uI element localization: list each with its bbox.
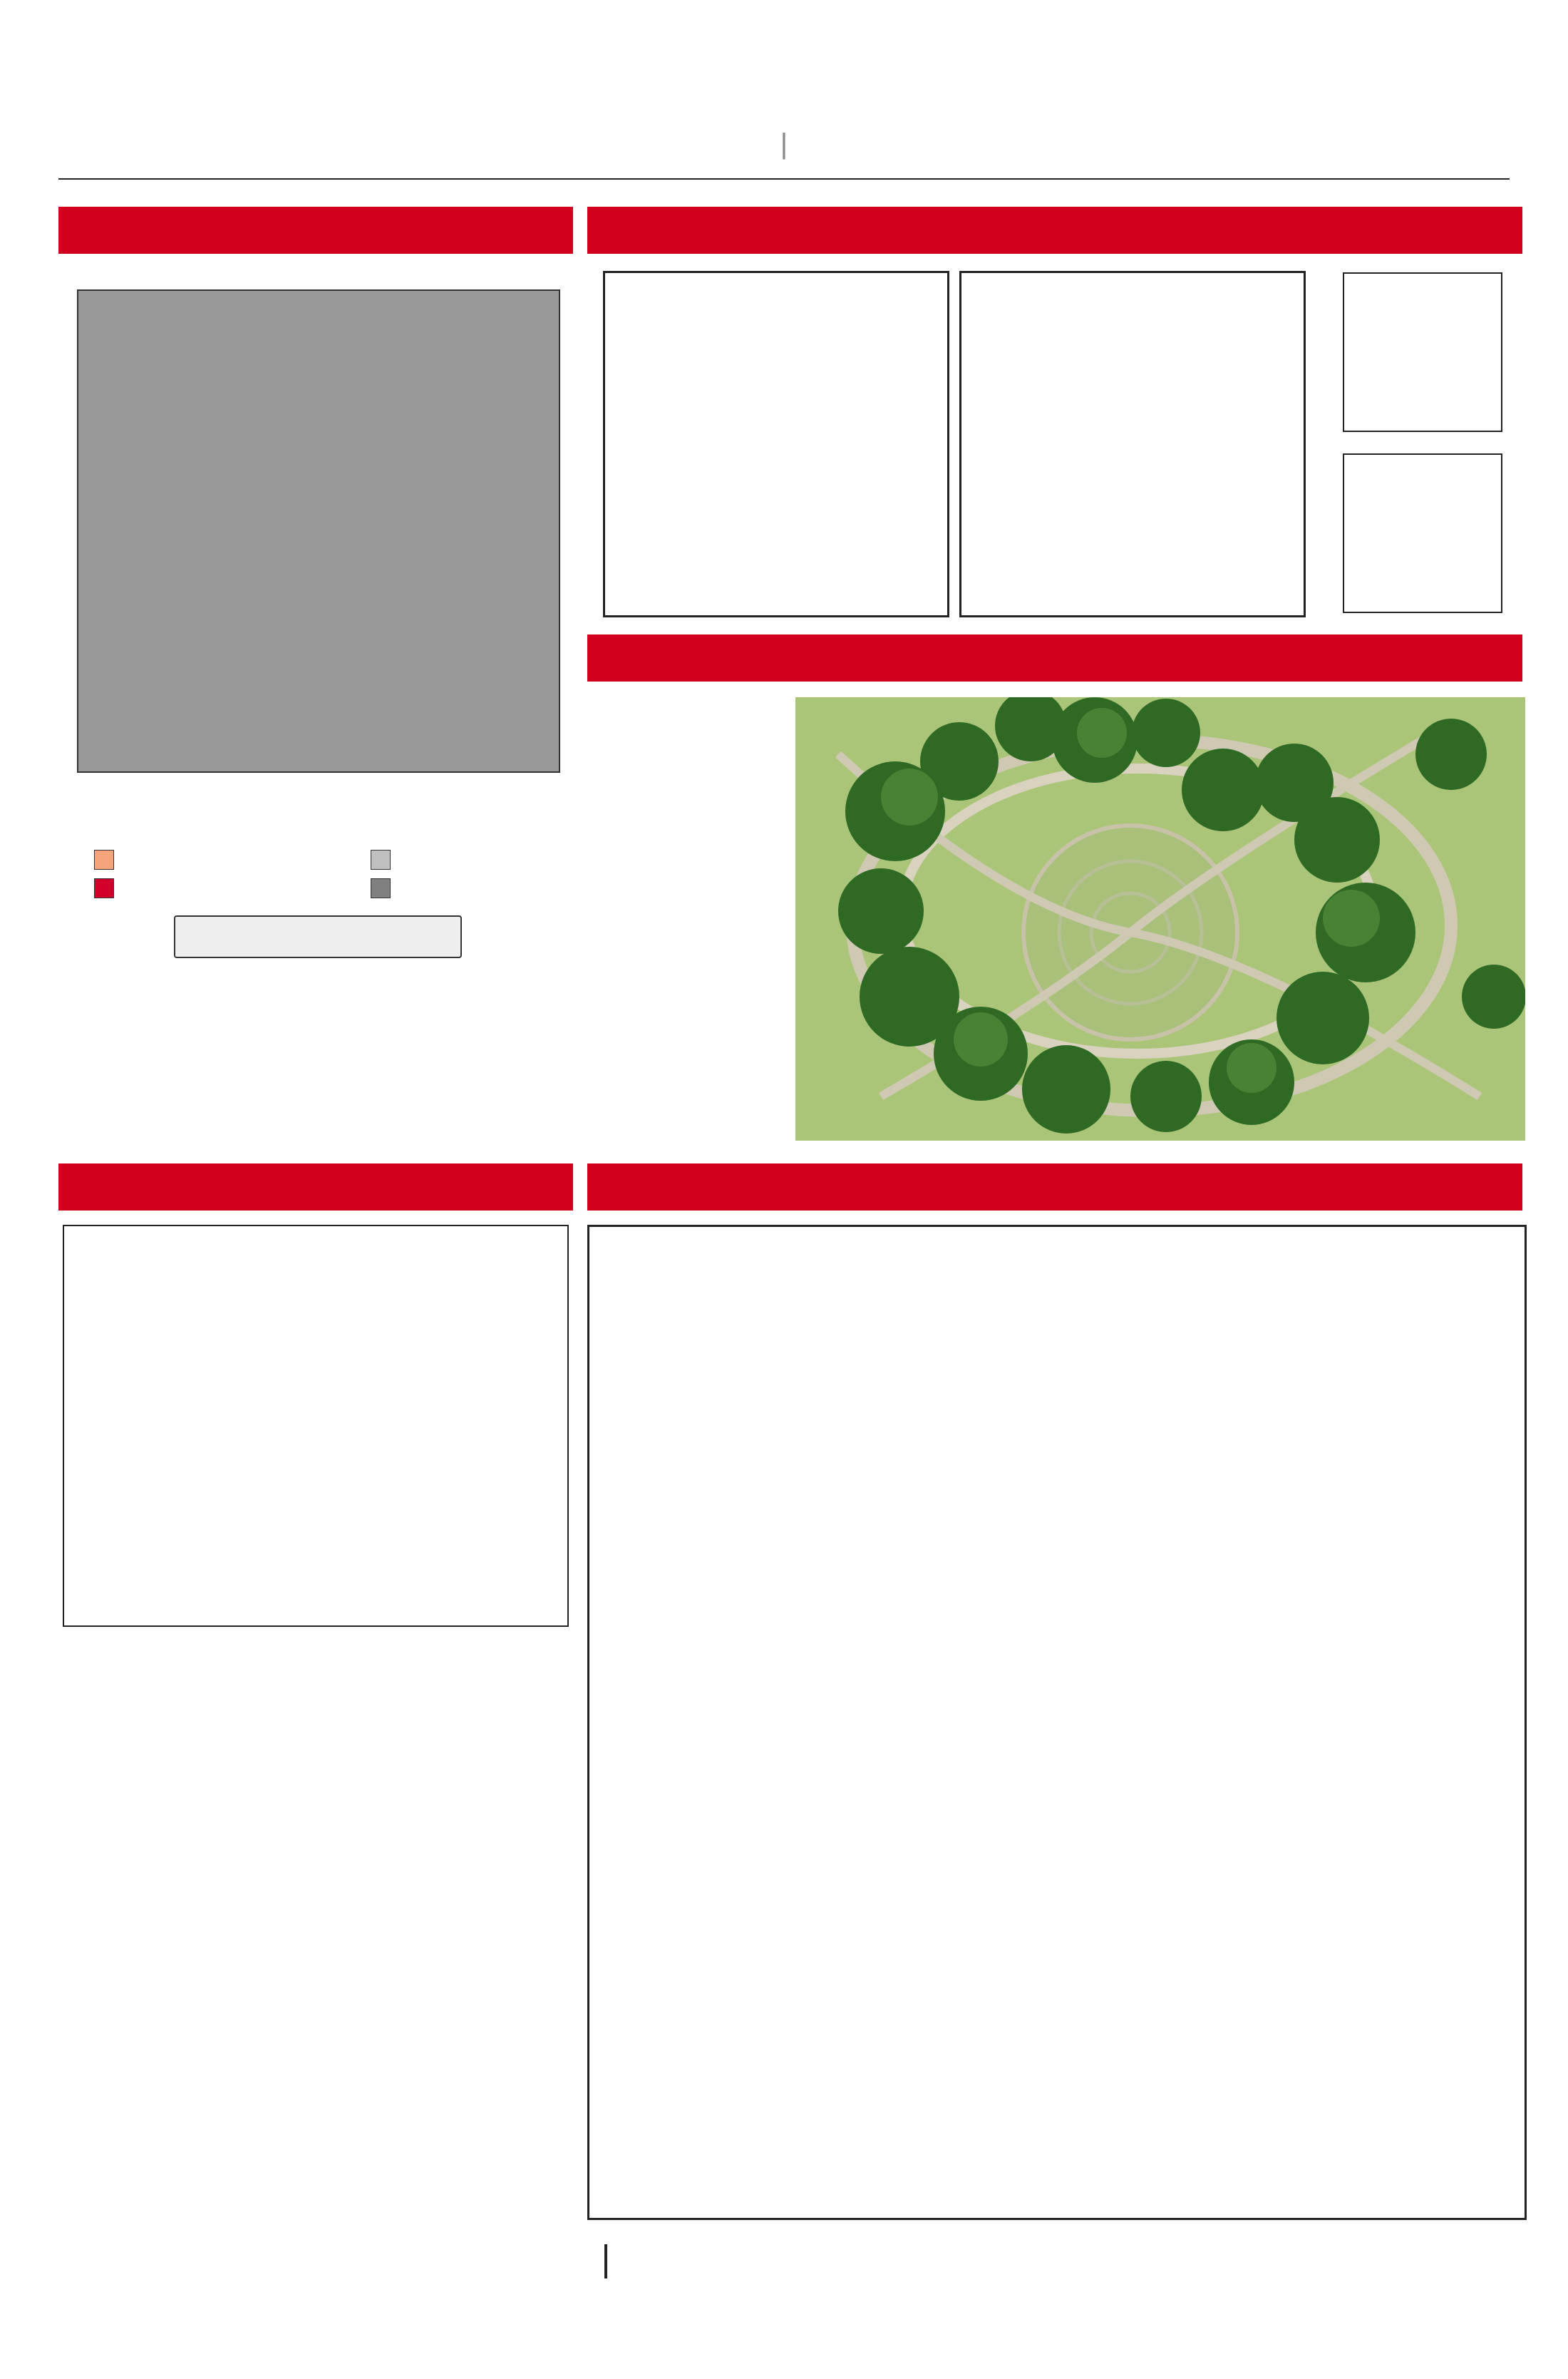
legend-double-word-swatch [94,850,114,870]
sudoku-solution-2 [1343,453,1502,613]
sudoku-solution-1 [1343,272,1502,432]
sudoku-grid-1 [603,271,949,617]
sudoku-grid-2 [959,271,1306,617]
scrabble-banner [58,207,573,254]
ort-banner [587,634,1522,682]
aerial-photo [795,697,1525,1141]
legend-triple-word-swatch [94,878,114,898]
kreuz-solution-slots[interactable] [604,2244,607,2278]
haken-grid [63,1225,569,1627]
page-title: | [780,128,788,160]
scrabble-row-letters-right [560,289,577,770]
scrabble-row-letters-left [58,289,76,770]
kreuz-grid [587,1225,1527,2220]
legend-triple-letter-swatch [371,878,391,898]
haken-banner [58,1163,573,1211]
header-rule [58,178,1510,180]
rack-tiles [175,917,460,925]
sudoku-banner [587,207,1522,254]
kreuz-banner [587,1163,1522,1211]
tile-rack [174,915,462,958]
scrabble-board [77,289,560,773]
legend-double-letter-swatch [371,850,391,870]
